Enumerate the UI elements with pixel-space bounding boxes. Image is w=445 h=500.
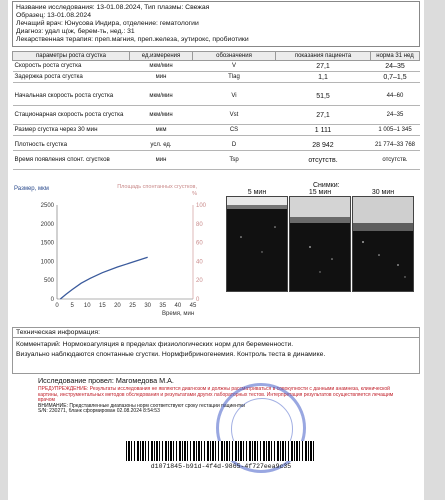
row-name: Размер сгустка через 30 мин bbox=[13, 125, 130, 136]
row-norm: 24–35 bbox=[371, 106, 420, 125]
row-name: Начальная скорость роста сгустка bbox=[13, 87, 130, 106]
report-page bbox=[8, 0, 424, 500]
col-parameter: параметры роста сгустка bbox=[13, 52, 130, 61]
y2-tick-label: 80 bbox=[196, 221, 203, 228]
row-norm: 0,7–1,5 bbox=[371, 72, 420, 83]
y-tick-label: 0 bbox=[50, 297, 54, 303]
x-tick-label: 40 bbox=[174, 303, 182, 309]
x-tick-label: 30 bbox=[144, 303, 152, 309]
tech-info: Техническая информация: bbox=[12, 327, 420, 338]
report-header bbox=[12, 1, 420, 47]
row-unit: мкм/мин bbox=[130, 87, 193, 106]
snapshot-image-5 bbox=[226, 196, 288, 292]
row-name: Время появления спонт. сгустков bbox=[13, 151, 130, 170]
row-symbol: CS bbox=[193, 125, 276, 136]
row-norm: отсутств. bbox=[371, 151, 420, 170]
table-row bbox=[13, 125, 420, 136]
y-tick-label: 1500 bbox=[40, 240, 54, 247]
warning-block bbox=[38, 387, 398, 415]
norm-note: ВНИМАНИЕ: Представленные диапазоны норм соответствуют сроку гестации пациентки bbox=[38, 402, 246, 409]
serial-info: S/N: 230271, бланк сформирован 02.08.2024 8:54:53 bbox=[38, 408, 160, 415]
x-axis-title: Время, мин bbox=[162, 311, 195, 316]
comment-line: Комментарий: Нормокоагуляция в пределах физиологических норм для беременности. bbox=[16, 341, 294, 348]
snapshot-label-15: 15 мин bbox=[308, 189, 332, 196]
y2-tick-label: 60 bbox=[196, 240, 203, 247]
col-norm: норма 31 нед bbox=[371, 52, 420, 61]
x-tick-label: 0 bbox=[55, 303, 59, 309]
table-row bbox=[13, 106, 420, 125]
y2-tick-label: 100 bbox=[196, 203, 207, 209]
row-symbol: Tsp bbox=[193, 151, 276, 170]
table-row bbox=[13, 140, 420, 151]
table-row bbox=[13, 151, 420, 170]
snapshot-label-5: 5 мин bbox=[247, 189, 267, 196]
snapshots-title: Снимки: bbox=[313, 182, 340, 189]
row-value: 1,1 bbox=[276, 72, 371, 83]
sample-id: Образец: 13-01.08.2024 bbox=[16, 12, 91, 20]
x-tick-label: 10 bbox=[83, 303, 91, 309]
barcode-text: d1071845-b91d-4f4d-9865-4f727eea9c35 bbox=[150, 463, 292, 470]
table-row bbox=[13, 72, 420, 83]
x-tick-label: 20 bbox=[114, 303, 121, 309]
x-tick-label: 5 bbox=[70, 303, 74, 309]
row-value: 28 942 bbox=[276, 140, 371, 151]
y2-tick-label: 0 bbox=[196, 297, 200, 303]
row-unit: мкм/мин bbox=[130, 61, 193, 72]
y-tick-label: 2000 bbox=[40, 221, 54, 228]
comment-line: Визуально наблюдаются спонтанные сгустки. Нормфибриногенемия. Контроль теста в динамике. bbox=[16, 351, 326, 358]
y-tick-label: 2500 bbox=[40, 203, 54, 209]
row-name: Стационарная скорость роста сгустка bbox=[13, 106, 130, 125]
growth-chart bbox=[10, 181, 210, 316]
y2-tick-label: 20 bbox=[196, 278, 203, 285]
x-tick-label: 15 bbox=[98, 303, 106, 309]
row-symbol: D bbox=[193, 140, 276, 151]
results-table bbox=[12, 51, 420, 170]
chart-layer bbox=[14, 184, 207, 316]
y2-axis-title: Площадь спонтанных сгустков, bbox=[117, 184, 197, 190]
warning-text: ПРЕДУПРЕЖДЕНИЕ: Результаты исследования не являются диагнозом и должны рассматриваться в совокупности с данными анамнеза, клинической картины, инструментальных методов обследования и результатами других лабораторных тестов. Интерпретация результатов осуществляется лечащим врачом bbox=[38, 386, 394, 404]
row-name: Плотность сгустка bbox=[13, 140, 130, 151]
row-norm: 21 774–33 768 bbox=[371, 140, 420, 151]
row-name: Задержка роста сгустка bbox=[13, 72, 130, 83]
y-axis-title: Размер, мкм bbox=[14, 186, 49, 192]
diagnosis: Диагноз: удал щ\ж, берем-ть, нед.: 31 bbox=[16, 28, 135, 36]
x-tick-label: 35 bbox=[159, 303, 167, 309]
row-symbol: Vst bbox=[193, 106, 276, 125]
y-tick-label: 500 bbox=[43, 278, 54, 285]
row-unit: мкм bbox=[130, 125, 193, 136]
therapy: Лекарственная терапия: преп.магния, преп.железа, эутирокс, пробиотики bbox=[16, 36, 249, 44]
analyst-name: Исследование провел: Магомедова М.А. bbox=[38, 376, 174, 385]
snapshot-image-30 bbox=[352, 196, 414, 292]
row-symbol: Tlag bbox=[193, 72, 276, 83]
row-unit: мин bbox=[130, 151, 193, 170]
x-tick-label: 45 bbox=[189, 303, 197, 309]
row-value: 27,1 bbox=[276, 106, 371, 125]
y-tick-label: 1000 bbox=[40, 259, 54, 266]
snapshot-label-30: 30 мин bbox=[371, 189, 395, 196]
row-unit: мкм/мин bbox=[130, 106, 193, 125]
col-symbol: обозначения bbox=[193, 52, 276, 61]
row-symbol: V bbox=[193, 61, 276, 72]
row-unit: мин bbox=[130, 72, 193, 83]
col-unit: ед.измерения bbox=[130, 52, 193, 61]
growth-curve bbox=[60, 257, 147, 299]
row-norm: 1 005–1 345 bbox=[371, 125, 420, 136]
snapshot-image-15 bbox=[289, 196, 351, 292]
row-norm: 24–35 bbox=[371, 61, 420, 72]
study-title: Название исследования: 13-01.08.2024, Тип плазмы: Свежая bbox=[16, 4, 210, 11]
table-row bbox=[13, 87, 420, 106]
table-header-row bbox=[13, 52, 420, 61]
barcode-image bbox=[126, 441, 316, 461]
col-patient-value: показания пациента bbox=[276, 52, 371, 61]
table-row bbox=[13, 61, 420, 72]
row-value: 1 111 bbox=[276, 125, 371, 136]
y2-axis-title-unit: % bbox=[192, 191, 197, 197]
row-value: отсутств. bbox=[276, 151, 371, 170]
x-tick-label: 25 bbox=[129, 303, 136, 309]
row-unit: усл. ед. bbox=[130, 140, 193, 151]
row-symbol: Vi bbox=[193, 87, 276, 106]
row-value: 27,1 bbox=[276, 61, 371, 72]
y2-tick-label: 40 bbox=[196, 259, 203, 266]
row-norm: 44–60 bbox=[371, 87, 420, 106]
row-value: 51,5 bbox=[276, 87, 371, 106]
comment-block bbox=[12, 337, 420, 374]
row-name: Скорость роста сгустка bbox=[13, 61, 130, 72]
doctor-info: Лечащий врач: Юнусова Индира, отделение: гематологии bbox=[16, 20, 199, 28]
